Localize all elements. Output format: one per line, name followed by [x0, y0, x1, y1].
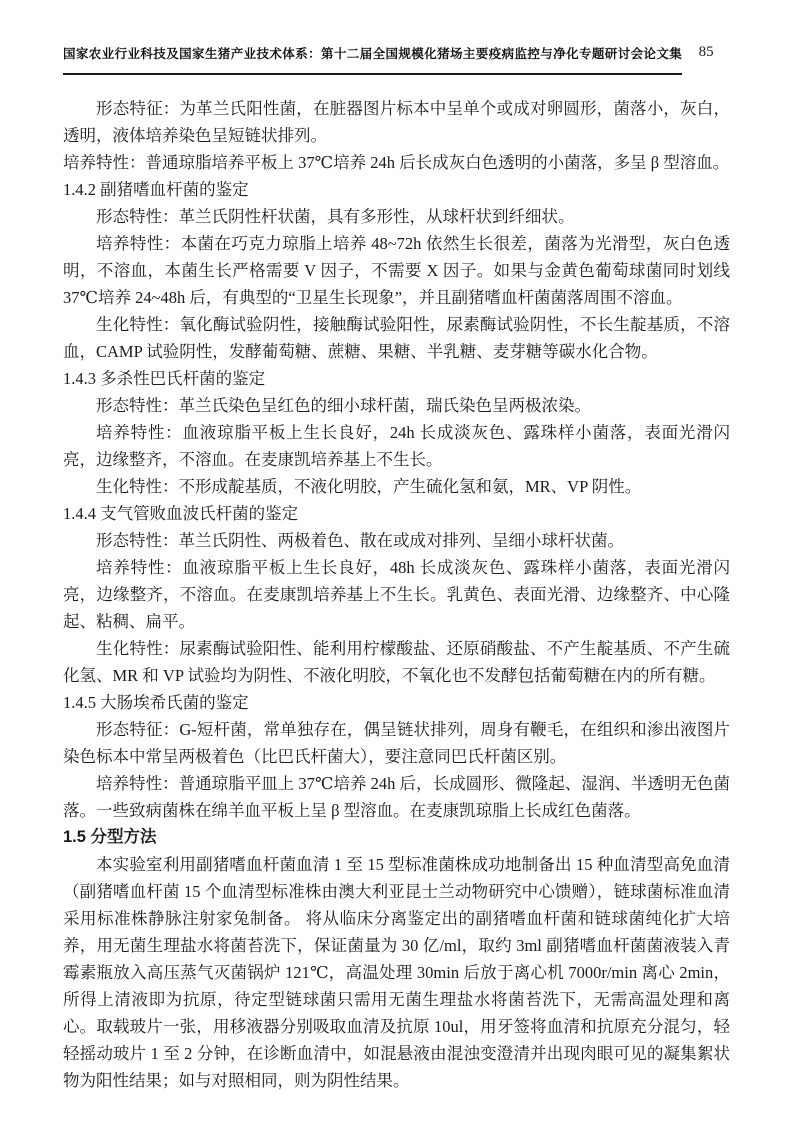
paragraph-biochem-bordetella: 生化特性：尿素酶试验阳性、能利用柠檬酸盐、还原硝酸盐、不产生靛基质、不产生硫化氢、MR 和 VP 试验均为阴性、不液化明胶，不氧化也不发酵包括葡萄糖在内的所有糖。: [63, 639, 730, 685]
section-heading-1-4-5: 1.4.5 大肠埃希氏菌的鉴定: [63, 693, 249, 712]
paragraph-morphology-strep: 形态特征：为革兰氏阳性菌，在脏器图片标本中呈单个或成对卵圆形，菌落小，灰白，透明，液体培养染色呈短链状排列。: [63, 99, 730, 145]
paragraph-culture-strep: 培养特性：普通琼脂培养平板上 37℃培养 24h 后长成灰白色透明的小菌落，多呈 β 型溶血。: [63, 153, 730, 172]
page-header: [63, 44, 730, 75]
paragraph-morphology-ecoli: 形态特征：G-短杆菌，常单独存在，偶呈链状排列，周身有鞭毛，在组织和渗出液图片染色标本中常呈两极着色（比巴氏杆菌大），要注意同巴氏杆菌区别。: [63, 720, 730, 766]
running-head-title: 国家农业行业科技及国家生猪产业技术体系：第十二届全国规模化猪场主要疫病监控与净化专题研讨会论文集: [63, 44, 682, 75]
paragraph-morphology-hps: 形态特性：革兰氏阴性杆状菌，具有多形性，从球杆状到纤细状。: [96, 207, 575, 226]
paragraph-culture-pasteurella: 培养特性：血液琼脂平板上生长良好，24h 长成淡灰色、露珠样小菌落，表面光滑闪亮，边缘整齐，不溶血。在麦康凯培养基上不生长。: [63, 423, 730, 469]
paragraph-culture-ecoli: 培养特性：普通琼脂平皿上 37℃培养 24h 后，长成圆形、微隆起、湿润、半透明无色菌落。一些致病菌株在绵羊血平板上呈 β 型溶血。在麦康凯琼脂上长成红色菌落。: [63, 774, 730, 820]
paragraph-morphology-pasteurella: 形态特性：革兰氏染色呈红色的细小球杆菌，瑞氏染色呈两极浓染。: [96, 396, 591, 415]
paragraph-culture-bordetella: 培养特性：血液琼脂平板上生长良好，48h 长成淡灰色、露珠样小菌落，表面光滑闪亮，边缘整齐，不溶血。在麦康凯培养基上不生长。乳黄色、表面光滑、边缘整齐、中心隆起、粘稠、扁平。: [63, 558, 730, 631]
page-number: 85: [698, 44, 714, 60]
paragraph-serotyping-method: 本实验室利用副猪嗜血杆菌血清 1 至 15 型标准菌株成功地制备出 15 种血清型高免血清（副猪嗜血杆菌 15 个血清型标准株由澳大利亚昆士兰动物研究中心馈赠），链球菌标准血清采用标准株静脉注射家兔制备。 将从临床分离鉴定出的副猪嗜血杆菌和链球菌纯化扩大培养，用无菌生理盐水将菌苔洗下，保证菌量为 30 亿/ml，取约 3ml 副猪嗜血杆菌菌液装入青霉素瓶放入高压蒸气灭菌锅炉 121℃，高温处理 30min 后放于离心机 7000r/min 离心 2min，所得上清液即为抗原，待定型链球菌只需用无菌生理盐水将菌苔洗下，无需高温处理和离心。取载玻片一张，用移液器分别吸取血清及抗原 10ul，用牙签将血清和抗原充分混匀，轻轻摇动玻片 1 至 2 分钟，在诊断血清中，如混悬液由混浊变澄清并出现肉眼可见的凝集絮状物为阳性结果；如与对照相同，则为阴性结果。: [63, 855, 730, 1090]
paragraph-biochem-pasteurella: 生化特性：不形成靛基质，不液化明胶，产生硫化氢和氨，MR、VP 阴性。: [96, 477, 642, 496]
section-heading-1-4-3: 1.4.3 多杀性巴氏杆菌的鉴定: [63, 369, 266, 388]
paragraph-biochem-hps: 生化特性：氧化酶试验阴性，接触酶试验阳性，尿素酶试验阴性，不长生靛基质，不溶血，CAMP 试验阴性，发酵葡萄糖、蔗糖、果糖、半乳糖、麦芽糖等碳水化合物。: [63, 315, 730, 361]
section-heading-1-4-2: 1.4.2 副猪嗜血杆菌的鉴定: [63, 180, 249, 199]
paragraph-culture-hps: 培养特性：本菌在巧克力琼脂上培养 48~72h 依然生长很差，菌落为光滑型，灰白色透明，不溶血，本菌生长严格需要 V 因子，不需要 X 因子。如果与金黄色葡萄球菌同时划线 37℃培养 24~48h 后，有典型的“卫星生长现象”，并且副猪嗜血杆菌菌落周围不溶血。: [63, 234, 730, 307]
document-body: [63, 95, 730, 1094]
section-heading-1-4-4: 1.4.4 支气管败血波氏杆菌的鉴定: [63, 504, 299, 523]
paragraph-morphology-bordetella: 形态特性：革兰氏阴性、两极着色、散在或成对排列、呈细小球杆状菌。: [96, 531, 624, 550]
section-heading-1-5: 1.5 分型方法: [63, 828, 157, 846]
